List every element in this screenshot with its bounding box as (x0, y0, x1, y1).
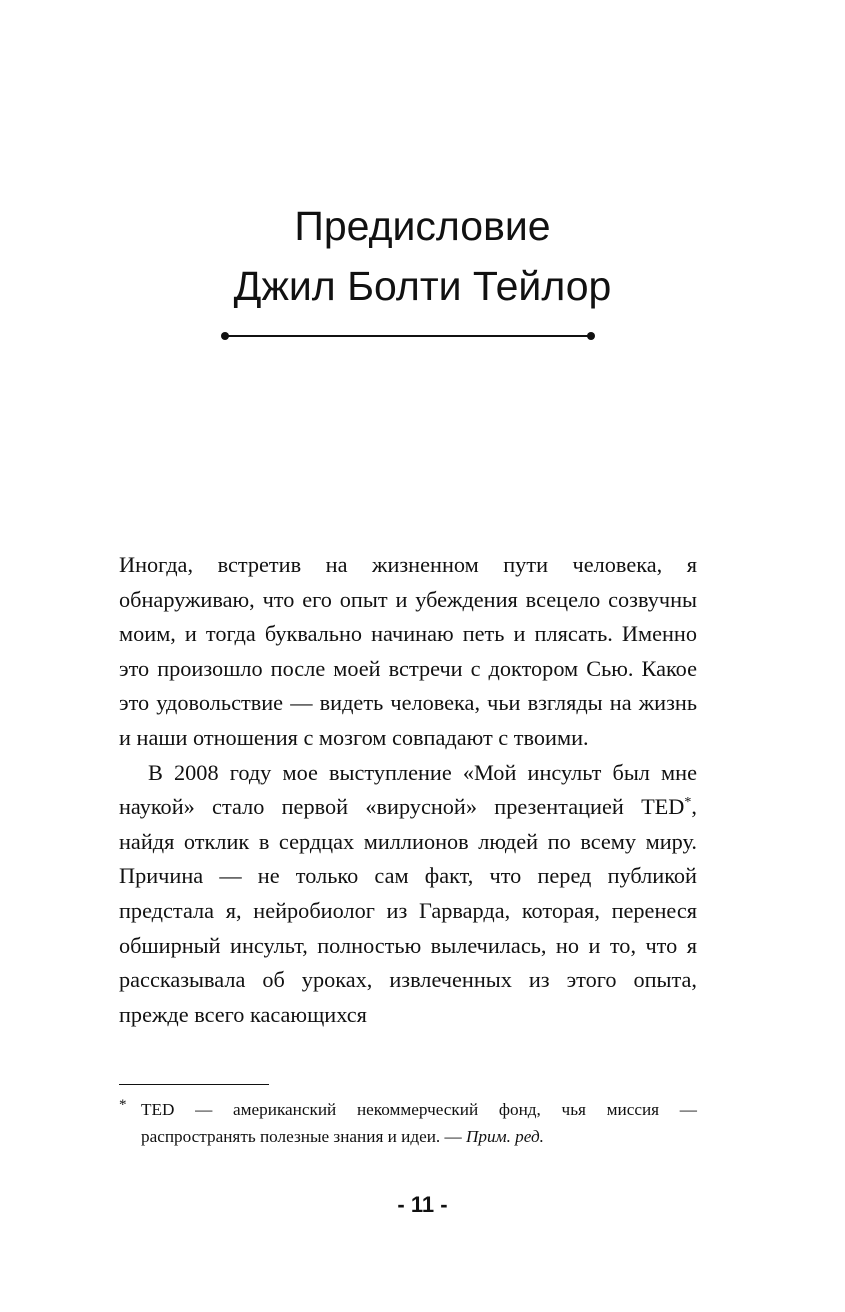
divider-dot-right (587, 332, 595, 340)
body-text (119, 548, 697, 1032)
page-number: - 11 - (397, 1192, 448, 1217)
footnote-editor-note: Прим. ред. (466, 1127, 544, 1146)
footnote-body (141, 1096, 697, 1150)
footnote-separator (119, 1084, 269, 1085)
chapter-title-line-1: Предисловие (294, 203, 551, 249)
paragraph-2-text-a: В 2008 году мое выступление «Мой инсульт был мне наукой» стало первой «вирусной» презентацией TED (119, 759, 697, 820)
footnote-text: TED — американский некоммерческий фонд, чья миссия — распространять полезные знания и идеи. — (141, 1100, 697, 1146)
title-divider-ornament (220, 330, 596, 342)
paragraph-2-text-b: , найдя отклик в сердцах миллионов людей по всему миру. Причина — не только сам факт, что перед публикой предстала я, нейробиолог из Гарварда, которая, перенеся обширный инсульт, полностью вылечилась, но и то, что я рассказывала об уроках, извлеченных из этого опыта, прежде всего касающихся (119, 794, 697, 1027)
paragraph-2 (119, 756, 697, 1033)
footnote-reference-mark[interactable]: * (684, 795, 692, 811)
footnote (119, 1096, 697, 1150)
chapter-title-author: Джил Болти Тейлор (233, 263, 612, 309)
chapter-title (0, 196, 845, 316)
footnote-mark: * (119, 1097, 127, 1113)
paragraph-1: Иногда, встретив на жизненном пути человека, я обнаруживаю, что его опыт и убеждения всецело созвучны моим, и тогда буквально начинаю петь и плясать. Именно это произошло после моей встречи с доктором Сью. Какое это удовольствие — видеть человека, чьи взгляды на жизнь и наши отношения с мозгом совпадают с твоими. (119, 552, 697, 750)
divider-dot-left (221, 332, 229, 340)
